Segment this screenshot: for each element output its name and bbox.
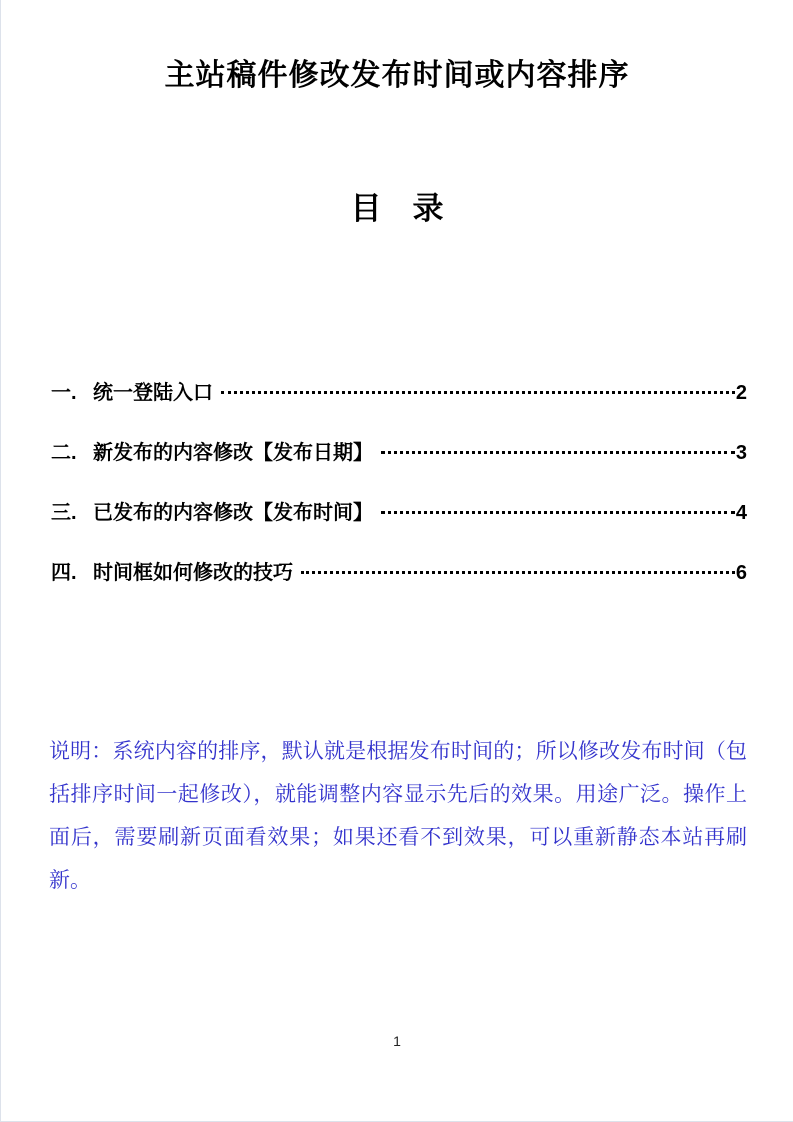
toc-entry-label: 时间框如何修改的技巧 (93, 562, 293, 584)
toc-heading: 目 录 (350, 191, 444, 226)
toc-dot-leader (381, 511, 735, 514)
toc-entry-1[interactable] (51, 376, 747, 404)
toc-entry-number: 三. (51, 502, 77, 524)
toc-entry-page: 3 (735, 442, 747, 464)
page-number: 1 (393, 1033, 401, 1049)
toc-entry-number: 四. (51, 562, 77, 584)
toc-entry-2[interactable] (51, 436, 747, 464)
page-title: 主站稿件修改发布时间或内容排序 (164, 59, 630, 92)
toc-dot-leader (301, 571, 735, 574)
toc-entry-page: 2 (735, 382, 747, 404)
toc-dot-leader (381, 451, 735, 454)
toc-entry-3[interactable] (51, 496, 747, 524)
toc-entry-label: 新发布的内容修改【发布日期】 (93, 442, 373, 464)
toc-entry-number: 一. (51, 382, 77, 404)
toc-list (51, 376, 747, 616)
toc-entry-label: 已发布的内容修改【发布时间】 (93, 502, 373, 524)
toc-entry-4[interactable] (51, 556, 747, 584)
toc-entry-page: 4 (735, 502, 747, 524)
toc-entry-label: 统一登陆入口 (93, 382, 213, 404)
toc-entry-page: 6 (735, 562, 747, 584)
toc-entry-number: 二. (51, 442, 77, 464)
toc-dot-leader (221, 391, 735, 394)
note-paragraph: 说明：系统内容的排序，默认就是根据发布时间的；所以修改发布时间（包括排序时间一起修改），就能调整内容显示先后的效果。用途广泛。操作上面后，需要刷新页面看效果；如果还看不到效果，可以重新静态本站再刷新。 (49, 739, 747, 892)
